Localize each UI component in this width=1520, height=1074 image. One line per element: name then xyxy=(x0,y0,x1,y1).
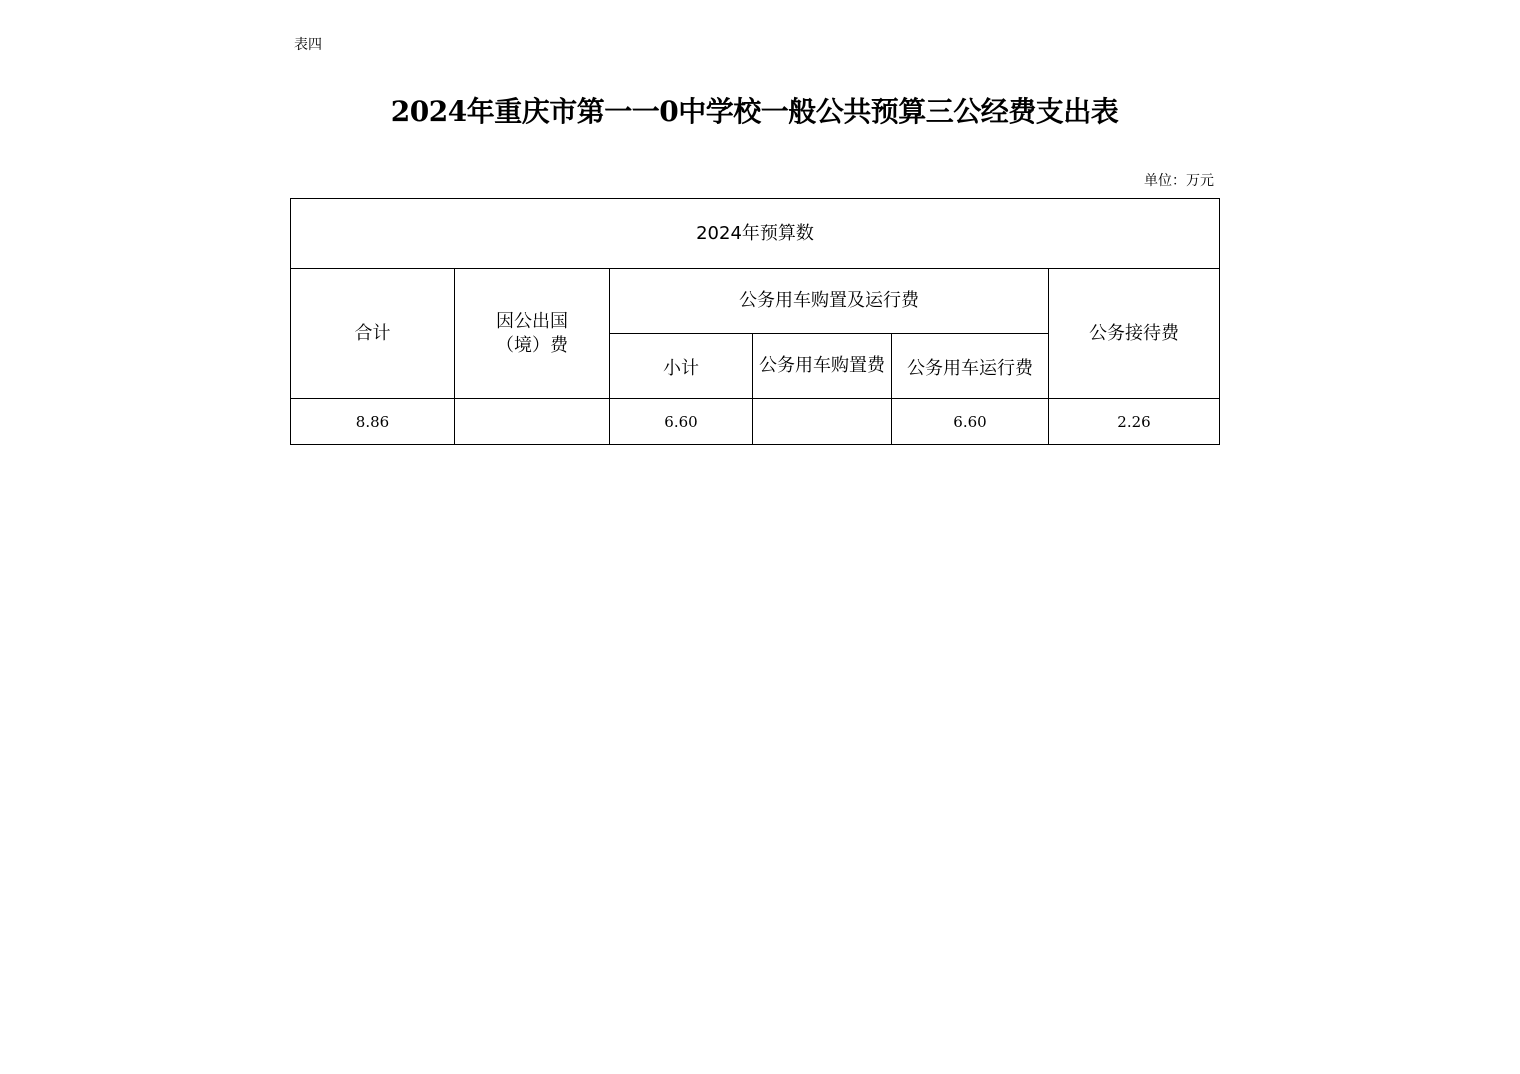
cell-vehicle-operation: 6.60 xyxy=(892,399,1049,445)
cell-total: 8.86 xyxy=(291,399,455,445)
cell-overseas xyxy=(455,399,610,445)
page-title: 2024年重庆市第一一0中学校一般公共预算三公经费支出表 xyxy=(390,95,1119,128)
document-label: 表四 xyxy=(294,37,322,53)
cell-vehicle-subtotal: 6.60 xyxy=(610,399,753,445)
header-vehicle-group: 公务用车购置及运行费 xyxy=(610,269,1049,334)
header-vehicle-purchase: 公务用车购置费 xyxy=(753,334,892,399)
table-row xyxy=(291,399,1220,445)
budget-table xyxy=(290,198,1220,445)
header-reception: 公务接待费 xyxy=(1049,269,1220,399)
header-total: 合计 xyxy=(291,269,455,399)
header-vehicle-operation: 公务用车运行费 xyxy=(892,334,1049,399)
unit-label: 单位：万元 xyxy=(1144,173,1214,189)
header-vehicle-subtotal: 小计 xyxy=(610,334,753,399)
cell-vehicle-purchase xyxy=(753,399,892,445)
table-header-row-year xyxy=(291,199,1220,269)
cell-reception: 2.26 xyxy=(1049,399,1220,445)
header-overseas: 因公出国（境）费 xyxy=(455,269,610,399)
header-budget-year: 2024年预算数 xyxy=(291,199,1220,269)
table-header-row-categories xyxy=(291,269,1220,334)
